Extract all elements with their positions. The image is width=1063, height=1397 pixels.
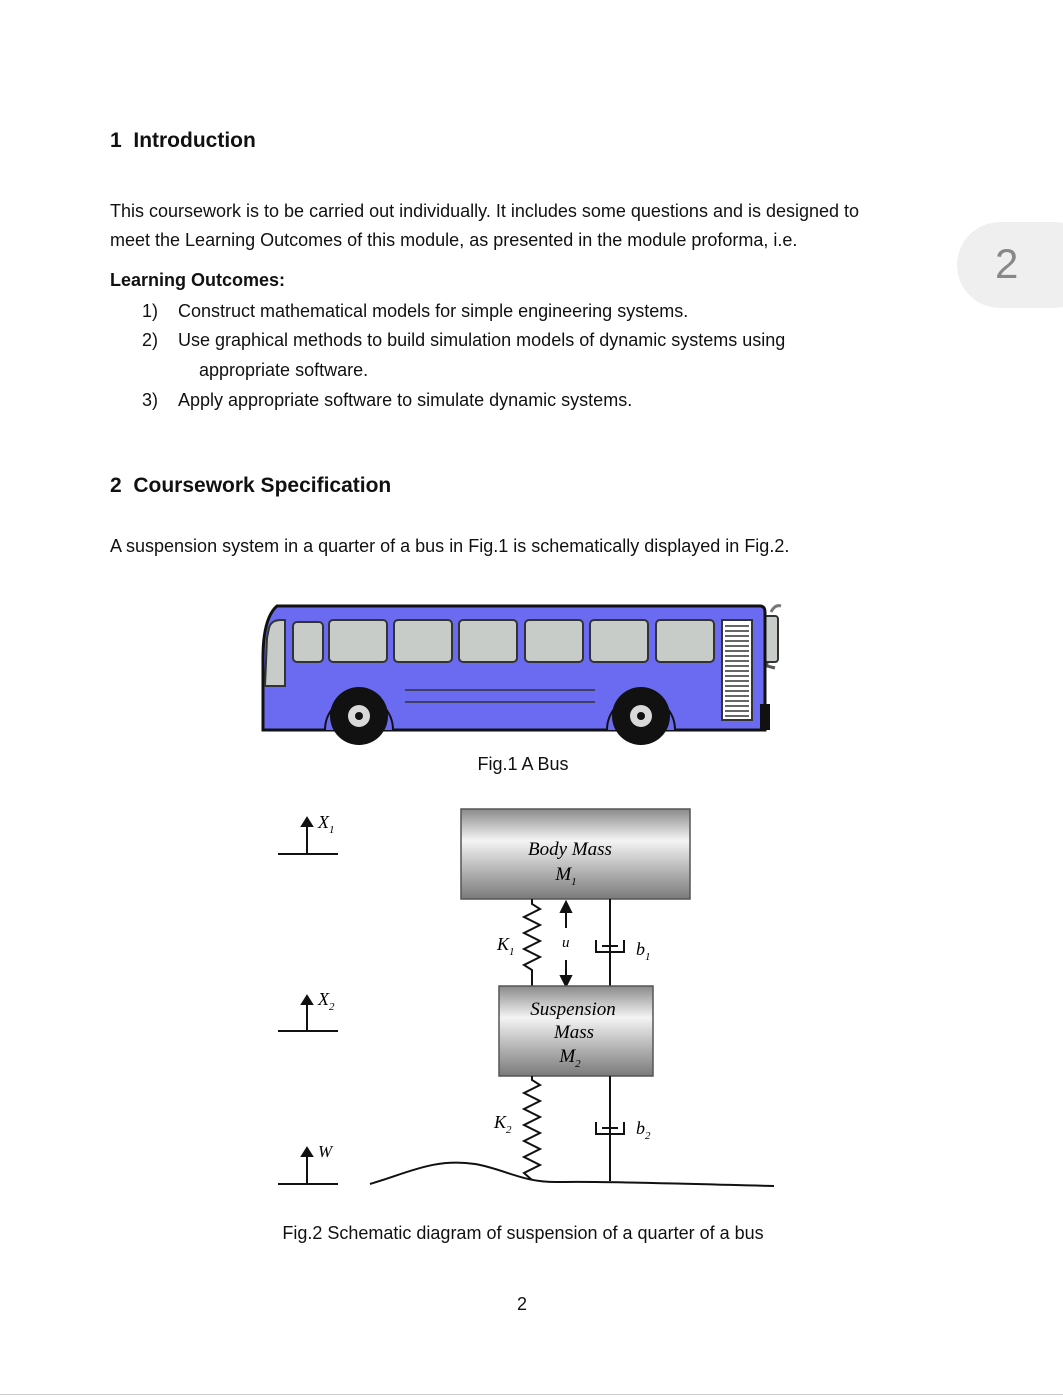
front-hub-center [355,712,363,720]
damper-b2 [596,1076,624,1181]
intro-line-1: This coursework is to be carried out individually. It includes some questions and is designed to [110,201,860,221]
intro-paragraph [110,197,950,255]
fig2-caption: Fig.2 Schematic diagram of suspension of a quarter of a bus [282,1223,764,1243]
b2-label: $b_2$ [636,1118,651,1142]
list-item-text: Use graphical methods to build simulation models of dynamic systems using [178,330,786,350]
intro-line-2: meet the Learning Outcomes of this module, as presented in the module proforma, i.e. [110,230,798,250]
k2-label: $K_2$ [494,1112,512,1136]
w-label: W [318,1142,333,1161]
section-heading-coursework-spec [110,474,391,498]
list-item-number: 1) [142,301,159,321]
list-item-continuation: appropriate software. [199,360,369,380]
road-surface [370,1163,774,1186]
x1-label: $X_1$ [318,812,335,836]
page-badge-number: 2 [995,240,1019,287]
damper-b1 [596,899,624,986]
section-heading-introduction [110,129,256,153]
section-number: 1 [110,129,122,152]
windshield [265,620,285,686]
body-mass-symbol: $M_1$ [555,864,577,888]
spring-k2 [524,1076,540,1180]
suspension-mass-symbol: $M_2$ [559,1046,581,1070]
section-title: Coursework Specification [133,474,392,497]
rear-hub-center [637,712,645,720]
section-number: 2 [110,474,122,497]
u-label: u [562,935,570,951]
rear-grille [722,620,752,720]
list-item [142,301,688,322]
window [525,620,583,662]
spring-k1 [524,899,540,986]
list-item-text: Apply appropriate software to simulate dynamic systems. [178,390,633,410]
list-item-number: 3) [142,390,159,410]
rear-bumper [760,704,770,730]
list-item [142,390,632,411]
window [329,620,387,662]
window [590,620,648,662]
fig1-caption: Fig.1 A Bus [477,754,569,774]
page-footer-number: 2 [516,1294,527,1314]
body-mass-label: Body Mass [528,839,612,860]
window [293,622,323,662]
bus-illustration [255,598,795,748]
suspension-schematic [260,800,790,1200]
list-item-number: 2) [142,330,159,350]
suspension-mass-label-2: Mass [553,1022,595,1043]
b1-label: $b_1$ [636,939,651,963]
suspension-mass-label: Suspension [530,999,616,1020]
window [394,620,452,662]
exhaust-tip [771,606,781,612]
k1-label: $K_1$ [497,934,515,958]
list-item-text: Construct mathematical models for simple engineering systems. [178,301,689,321]
window [656,620,714,662]
spec-paragraph: A suspension system in a quarter of a bus in Fig.1 is schematically displayed in Fig.2. [110,536,790,556]
page-bottom-divider [0,1394,1063,1395]
x2-label: $X_2$ [318,989,335,1013]
window [459,620,517,662]
learning-outcomes-title: Learning Outcomes: [110,270,286,290]
list-item [142,330,785,351]
section-title: Introduction [133,129,256,152]
